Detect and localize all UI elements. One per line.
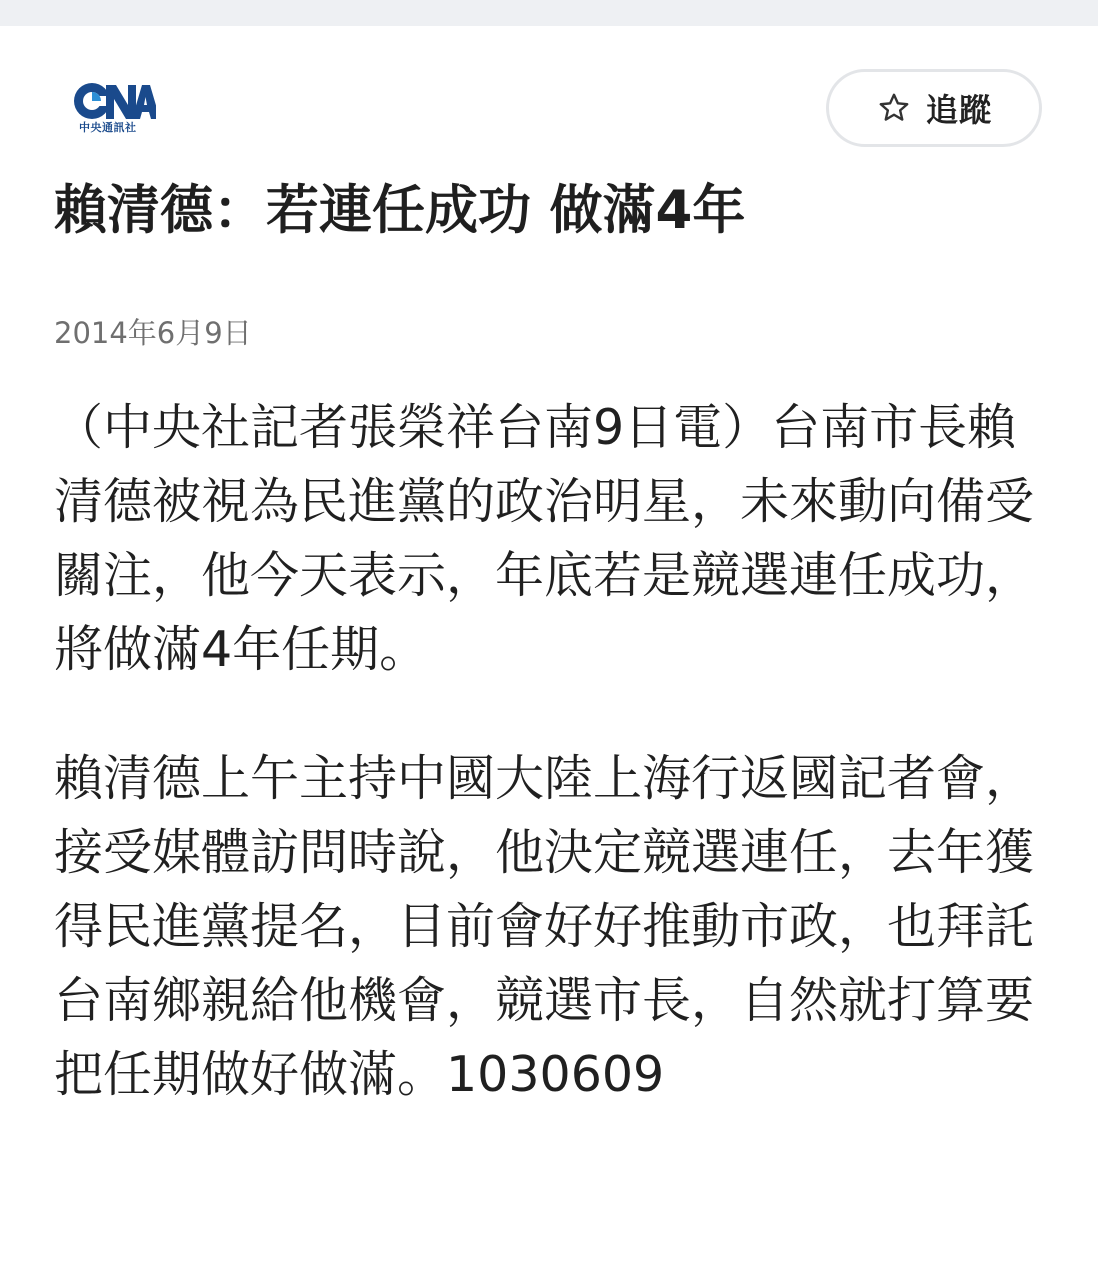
article-paragraph-1: （中央社記者張榮祥台南9日電）台南市長賴清德被視為民進黨的政治明星，未來動向備受關注，他今天表示，年底若是競選連任成功，將做滿4年任期。: [54, 399, 1035, 678]
article-header: [0, 26, 1098, 176]
article-title: 賴清德：若連任成功 做滿4年: [54, 180, 746, 241]
article-card: [0, 26, 1098, 1280]
logo-subtext: 中央通訊社: [79, 121, 137, 134]
article-date: 2014年6月9日: [54, 316, 252, 350]
cna-logo[interactable]: [70, 79, 156, 139]
star-outline-icon: [876, 90, 912, 126]
follow-button[interactable]: [826, 69, 1042, 147]
article-paragraph-2: 賴清德上午主持中國大陸上海行返國記者會，接受媒體訪問時說，他決定競選連任，去年獲得民進黨提名，目前會好好推動市政，也拜託台南鄉親給他機會，競選市長，自然就打算要把任期做好做滿。1030609: [54, 750, 1035, 1103]
cna-logo-icon: [70, 79, 156, 123]
follow-button-label: 追蹤: [925, 91, 992, 129]
